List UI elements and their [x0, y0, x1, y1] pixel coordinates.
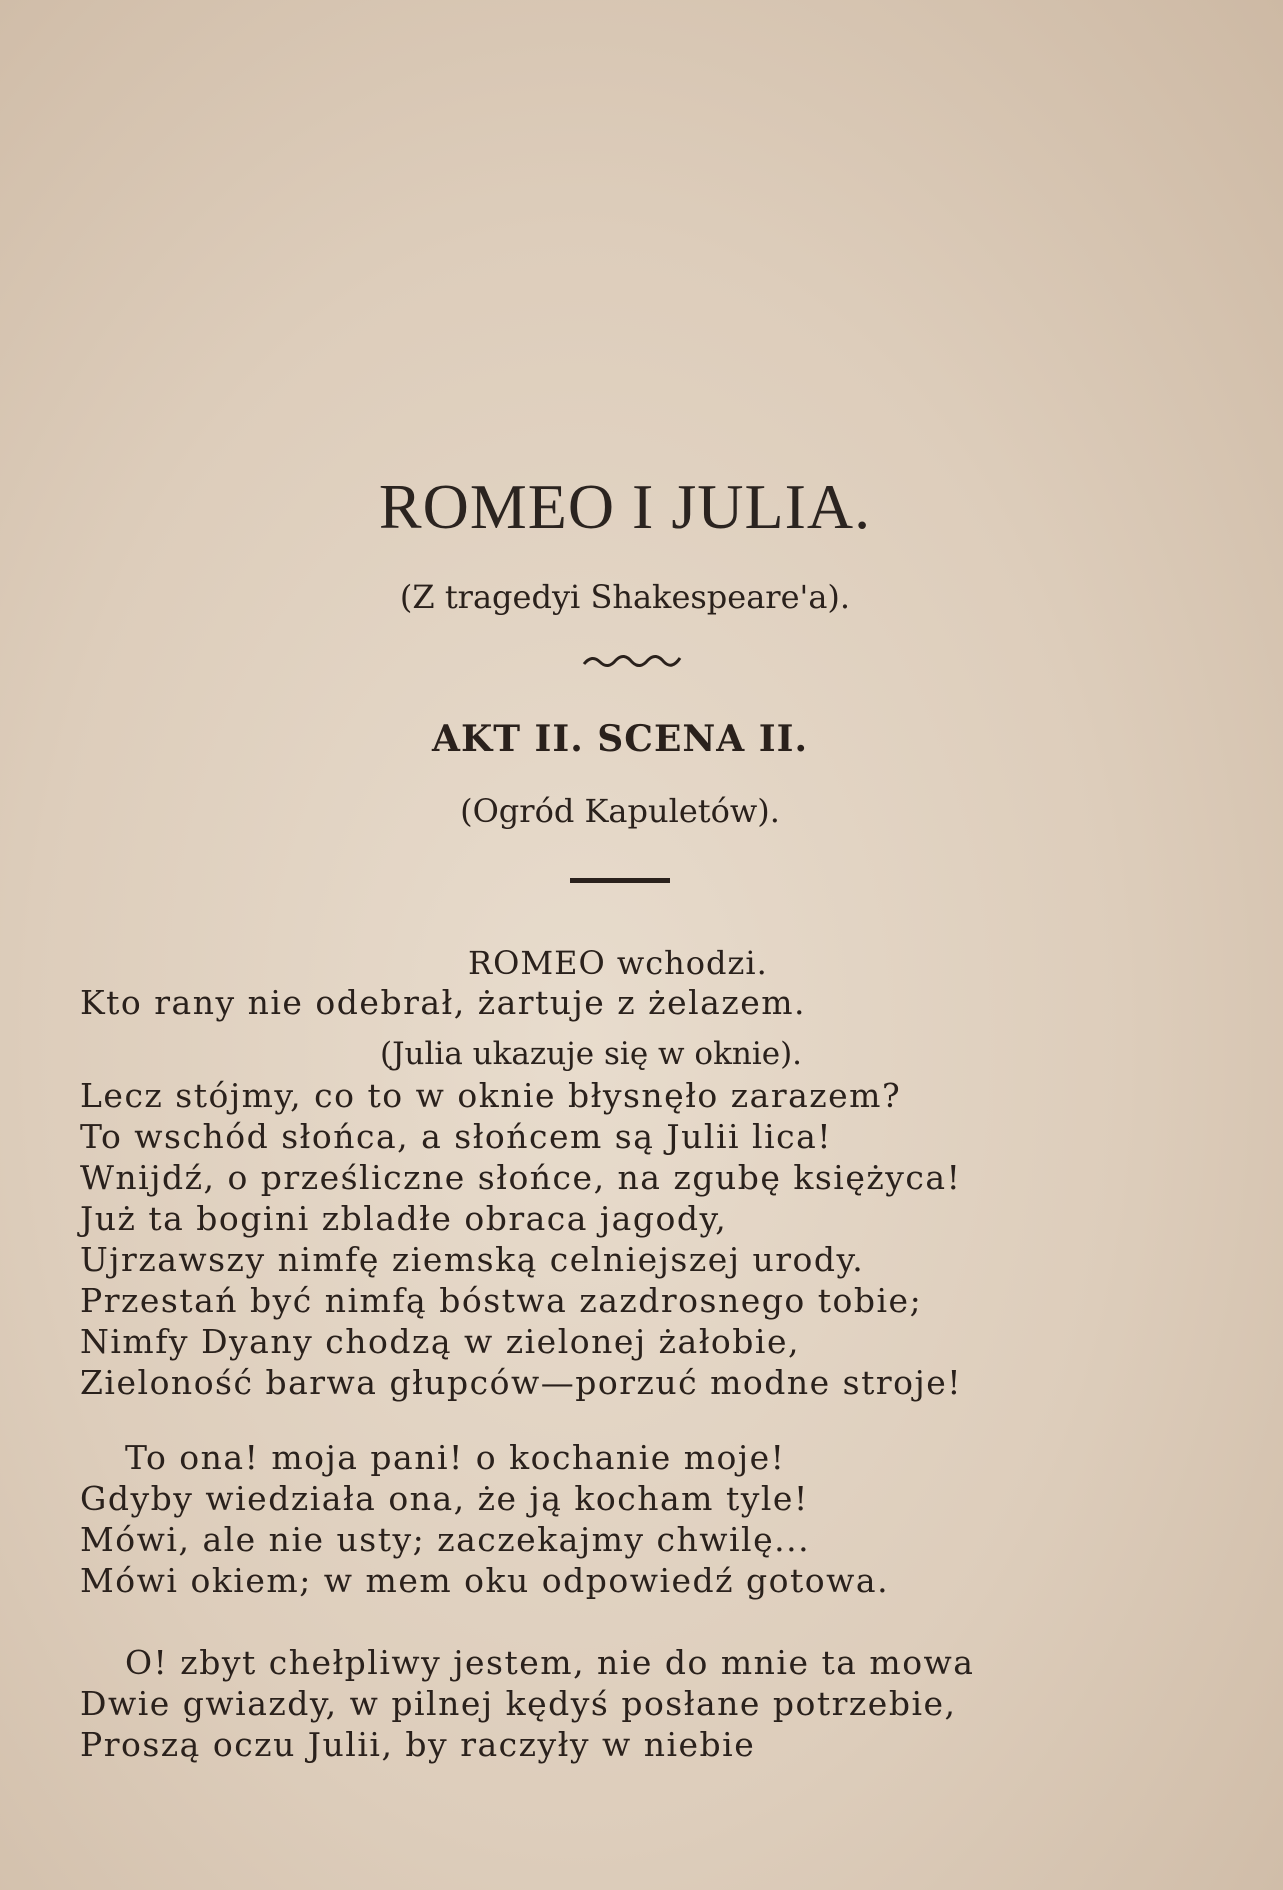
divider-rule — [570, 878, 670, 883]
stage-direction: (Julia ukazuje się w oknie). — [380, 1036, 803, 1072]
verse-line: Gdyby wiedziała ona, że ją kocham tyle! — [80, 1479, 809, 1518]
stanza-1 — [80, 1075, 962, 1403]
speaker-heading: ROMEO wchodzi. — [468, 944, 768, 982]
verse-line: Mówi okiem; w mem oku odpowiedź gotowa. — [80, 1561, 890, 1600]
verse-line-first: Kto rany nie odebrał, żartuje z żelazem. — [80, 983, 807, 1022]
act-scene-heading: AKT II. SCENA II. — [432, 718, 808, 760]
verse-line: Ujrzawszy nimfę ziemską celniejszej urody. — [80, 1240, 865, 1279]
ornament-swash-icon — [582, 650, 682, 672]
verse-line: Lecz stójmy, co to w oknie błysnęło zarazem? — [80, 1076, 902, 1115]
verse-line: Mówi, ale nie usty; zaczekajmy chwilę... — [80, 1520, 811, 1559]
verse-line: Wnijdź, o prześliczne słońce, na zgubę księżyca! — [80, 1158, 962, 1197]
verse-line: Nimfy Dyany chodzą w zielonej żałobie, — [80, 1322, 800, 1361]
scene-location: (Ogród Kapuletów). — [460, 792, 780, 830]
verse-line: Dwie gwiazdy, w pilnej kędyś posłane potrzebie, — [80, 1684, 957, 1723]
verse-line: Przestań być nimfą bóstwa zazdrosnego tobie; — [80, 1281, 923, 1320]
verse-line: To wschód słońca, a słońcem są Julii lica! — [80, 1117, 833, 1156]
verse-line: Zieloność barwa głupców—porzuć modne stroje! — [80, 1363, 963, 1402]
stanza-3 — [80, 1642, 974, 1765]
verse-line: Już ta bogini zbladłe obraca jagody, — [80, 1199, 728, 1238]
verse-line: To ona! moja pani! o kochanie moje! — [125, 1438, 786, 1477]
verse-line: O! zbyt chełpliwy jestem, nie do mnie ta mowa — [125, 1643, 975, 1682]
verse-line: Proszą oczu Julii, by raczyły w niebie — [80, 1725, 756, 1764]
page-title: ROMEO I JULIA. — [378, 471, 872, 542]
stanza-2 — [80, 1437, 889, 1601]
subtitle: (Z tragedyi Shakespeare'a). — [399, 578, 851, 616]
